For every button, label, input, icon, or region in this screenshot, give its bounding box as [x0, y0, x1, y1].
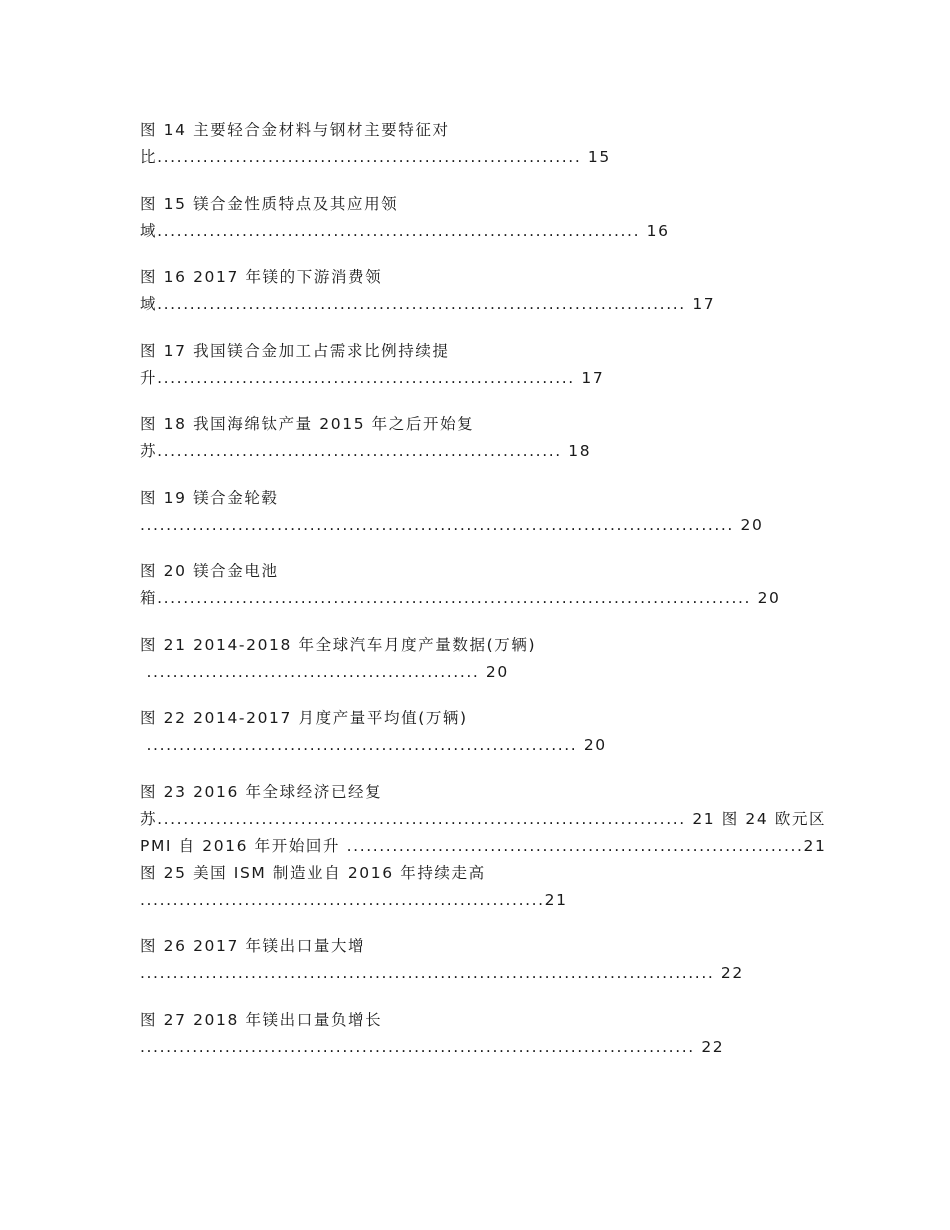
spacer: [140, 171, 820, 191]
toc-line[interactable]: 图 23 2016 年全球经济已经复: [140, 782, 383, 801]
toc-line[interactable]: 升................................................................ 17: [140, 368, 605, 387]
toc-line[interactable]: ........................................................................................ 22: [140, 964, 744, 982]
table-of-figures: [140, 117, 827, 1061]
toc-line[interactable]: ................................................... 20: [140, 662, 509, 681]
toc-line[interactable]: 域.......................................................................... 16: [140, 221, 670, 240]
spacer: [140, 392, 820, 412]
spacer: [140, 759, 820, 779]
toc-line[interactable]: 比................................................................. 15: [140, 148, 611, 166]
toc-line[interactable]: 苏................................................................................. 21 图 24 欧元区: [140, 809, 827, 828]
toc-line[interactable]: 图 18 我国海绵钛产量 2015 年之后开始复: [140, 415, 475, 433]
toc-line[interactable]: PMI 自 2016 年开始回升 ......................................................................21: [140, 836, 827, 855]
spacer: [140, 914, 820, 934]
spacer: [140, 465, 820, 485]
toc-line[interactable]: 箱........................................................................................... 20: [140, 589, 781, 607]
toc-line[interactable]: ........................................................................................... 20: [140, 515, 764, 534]
spacer: [140, 686, 820, 706]
toc-line[interactable]: 图 22 2014-2017 月度产量平均值(万辆): [140, 709, 468, 727]
spacer: [140, 987, 820, 1007]
spacer: [140, 612, 820, 632]
toc-line[interactable]: 图 19 镁合金轮毂: [140, 488, 279, 507]
toc-line[interactable]: 图 26 2017 年镁出口量大增: [140, 937, 366, 955]
spacer: [140, 539, 820, 559]
toc-line[interactable]: ..............................................................21: [140, 890, 568, 909]
toc-line[interactable]: 图 27 2018 年镁出口量负增长: [140, 1010, 383, 1029]
toc-line[interactable]: 图 16 2017 年镁的下游消费领: [140, 268, 383, 286]
toc-line[interactable]: .................................................................. 20: [140, 736, 607, 754]
toc-line[interactable]: ..................................................................................... 22: [140, 1037, 725, 1056]
spacer: [140, 318, 820, 338]
toc-line[interactable]: 图 15 镁合金性质特点及其应用领: [140, 194, 399, 213]
spacer: [140, 245, 820, 265]
toc-line[interactable]: 图 21 2014-2018 年全球汽车月度产量数据(万辆): [140, 635, 537, 654]
toc-line[interactable]: 图 17 我国镁合金加工占需求比例持续提: [140, 341, 450, 360]
toc-line[interactable]: 图 14 主要轻合金材料与钢材主要特征对: [140, 121, 450, 139]
toc-line[interactable]: 苏.............................................................. 18: [140, 442, 592, 460]
toc-line[interactable]: 图 25 美国 ISM 制造业自 2016 年持续走高: [140, 863, 486, 882]
toc-line[interactable]: 图 20 镁合金电池: [140, 562, 279, 580]
toc-line[interactable]: 域................................................................................. 17: [140, 295, 716, 313]
